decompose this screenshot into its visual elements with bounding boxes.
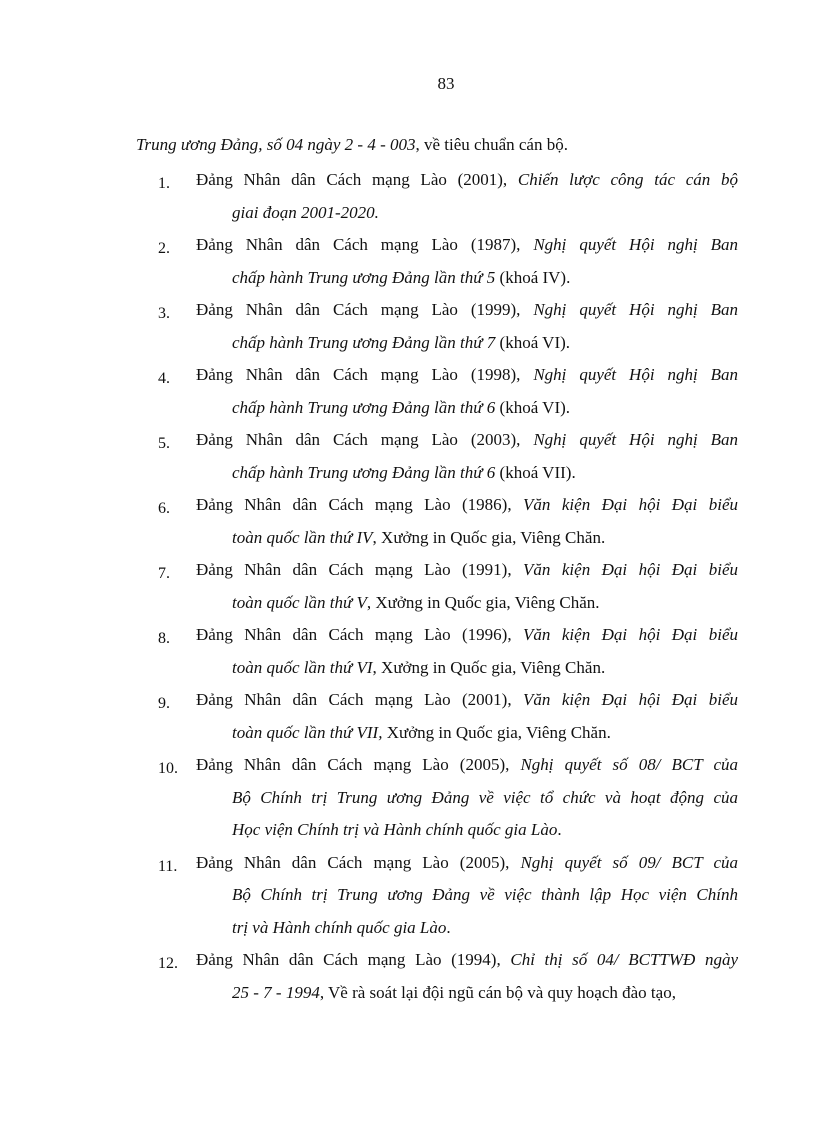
reference-line <box>232 814 738 847</box>
reference-title: Nghị quyết số 08/ BCT của <box>520 755 739 774</box>
reference-number: 1. <box>158 175 170 192</box>
reference-title: Bộ Chính trị Trung ương Đảng về việc thành lập Học viện Chính <box>232 885 738 904</box>
reference-title: trị và Hành chính quốc gia Lào <box>232 917 447 937</box>
reference-text: Xưởng in Quốc gia, Viêng Chăn. <box>382 722 611 742</box>
reference-item <box>0 944 816 1009</box>
reference-title: toàn quốc lần thứ V <box>232 592 367 612</box>
reference-text: Đảng Nhân dân Cách mạng Lào (1994), <box>196 950 511 969</box>
reference-title: 25 - 7 - 1994 <box>232 982 320 1002</box>
reference-line <box>232 457 738 490</box>
reference-line <box>196 749 738 782</box>
reference-line <box>196 359 738 392</box>
reference-title: Nghị quyết Hội nghị Ban <box>533 300 739 319</box>
reference-line <box>196 619 738 652</box>
reference-title: Nghị quyết Hội nghị Ban <box>533 235 739 254</box>
reference-text: Đảng Nhân dân Cách mạng Lào (1991), <box>196 560 524 579</box>
reference-item <box>0 229 816 294</box>
reference-number: 5. <box>158 435 170 452</box>
reference-number: 10. <box>158 760 178 777</box>
reference-text: (khoá VII). <box>495 462 576 482</box>
reference-title: Học viện Chính trị và Hành chính quốc gia Lào <box>232 820 558 839</box>
continuation-line <box>136 133 568 157</box>
reference-item <box>0 489 816 554</box>
reference-line <box>232 392 738 425</box>
reference-line <box>196 847 738 880</box>
reference-item <box>0 294 816 359</box>
page-number: 83 <box>437 74 455 93</box>
reference-line <box>196 944 738 977</box>
reference-title: toàn quốc lần thứ VI <box>232 657 373 677</box>
reference-title: Chiến lược công tác cán bộ <box>517 170 738 189</box>
reference-text: (khoá VI). <box>495 332 571 352</box>
reference-text: Đảng Nhân dân Cách mạng Lào (1998), <box>196 365 534 384</box>
reference-item <box>0 684 816 749</box>
reference-line <box>232 197 738 230</box>
reference-text: . <box>446 917 451 937</box>
reference-item <box>0 847 816 945</box>
reference-number: 3. <box>158 305 170 322</box>
reference-number: 7. <box>158 565 170 582</box>
reference-number: 6. <box>158 500 170 517</box>
reference-line <box>196 684 738 717</box>
reference-title: Văn kiện Đại hội Đại biểu <box>523 625 738 644</box>
reference-line <box>232 912 738 945</box>
reference-item <box>0 164 816 229</box>
reference-title: chấp hành Trung ương Đảng lần thứ 6 <box>232 462 496 482</box>
reference-item <box>0 749 816 847</box>
reference-title: chấp hành Trung ương Đảng lần thứ 5 <box>232 267 496 287</box>
reference-line <box>232 879 738 912</box>
continuation-italic: Trung ương Đảng, số 04 ngày 2 - 4 - 003 <box>136 135 416 154</box>
reference-title: Bộ Chính trị Trung ương Đảng về việc tổ chức và hoạt động của <box>232 787 738 807</box>
reference-title: giai đoạn 2001-2020. <box>232 202 379 222</box>
reference-number: 12. <box>158 955 178 972</box>
reference-line <box>232 977 738 1010</box>
reference-line <box>232 717 738 750</box>
reference-title: Chỉ thị số 04/ BCTTWĐ ngày <box>510 950 739 969</box>
reference-list <box>0 164 816 1009</box>
reference-title: Nghị quyết Hội nghị Ban <box>533 430 739 449</box>
reference-line <box>232 587 738 620</box>
reference-line <box>232 522 738 555</box>
reference-text: Đảng Nhân dân Cách mạng Lào (2005), <box>196 755 521 774</box>
continuation-plain: , về tiêu chuẩn cán bộ. <box>415 135 568 154</box>
reference-item <box>0 554 816 619</box>
reference-title: Nghị quyết số 09/ BCT của <box>520 852 739 872</box>
reference-line <box>232 652 738 685</box>
reference-title: chấp hành Trung ương Đảng lần thứ 7 <box>232 332 496 352</box>
reference-line <box>196 554 738 587</box>
reference-title: Văn kiện Đại hội Đại biểu <box>523 495 738 514</box>
reference-line <box>196 294 738 327</box>
reference-text: (khoá VI). <box>495 397 571 417</box>
reference-text: Đảng Nhân dân Cách mạng Lào (1999), <box>196 300 534 319</box>
reference-text: Đảng Nhân dân Cách mạng Lào (2005), <box>196 852 521 872</box>
reference-number: 2. <box>158 240 170 257</box>
reference-text: . <box>557 820 562 839</box>
reference-text: Đảng Nhân dân Cách mạng Lào (2001), <box>196 690 524 709</box>
reference-text: Đảng Nhân dân Cách mạng Lào (1996), <box>196 625 524 644</box>
reference-title: Nghị quyết Hội nghị Ban <box>533 365 739 384</box>
reference-item <box>0 359 816 424</box>
reference-item <box>0 619 816 684</box>
reference-title: toàn quốc lần thứ IV <box>232 527 373 547</box>
reference-number: 11. <box>158 857 178 875</box>
reference-number: 8. <box>158 630 170 647</box>
reference-item <box>0 424 816 489</box>
reference-line <box>232 782 738 815</box>
reference-line <box>232 327 738 360</box>
reference-line <box>196 424 738 457</box>
reference-title: Văn kiện Đại hội Đại biểu <box>523 690 738 709</box>
reference-number: 9. <box>158 695 170 712</box>
reference-line <box>232 262 738 295</box>
reference-text: Đảng Nhân dân Cách mạng Lào (2003), <box>196 430 534 449</box>
reference-number: 4. <box>158 370 170 387</box>
reference-title: Văn kiện Đại hội Đại biểu <box>523 560 738 579</box>
reference-text: Đảng Nhân dân Cách mạng Lào (2001), <box>196 170 518 189</box>
reference-line <box>196 489 738 522</box>
reference-line <box>196 164 738 197</box>
reference-text: , Xưởng in Quốc gia, Viêng Chăn. <box>372 657 606 677</box>
reference-title: chấp hành Trung ương Đảng lần thứ 6 <box>232 397 496 417</box>
reference-text: (khoá IV). <box>495 267 571 287</box>
reference-title: toàn quốc lần thứ VII, <box>232 722 383 742</box>
reference-text: , Về rà soát lại đội ngũ cán bộ và quy hoạch đào tạo, <box>319 982 676 1002</box>
reference-line <box>196 229 738 262</box>
reference-text: , Xưởng in Quốc gia, Viêng Chăn. <box>372 527 606 547</box>
reference-text: Đảng Nhân dân Cách mạng Lào (1987), <box>196 235 534 254</box>
reference-text: Đảng Nhân dân Cách mạng Lào (1986), <box>196 495 524 514</box>
reference-text: , Xưởng in Quốc gia, Viêng Chăn. <box>366 592 600 612</box>
